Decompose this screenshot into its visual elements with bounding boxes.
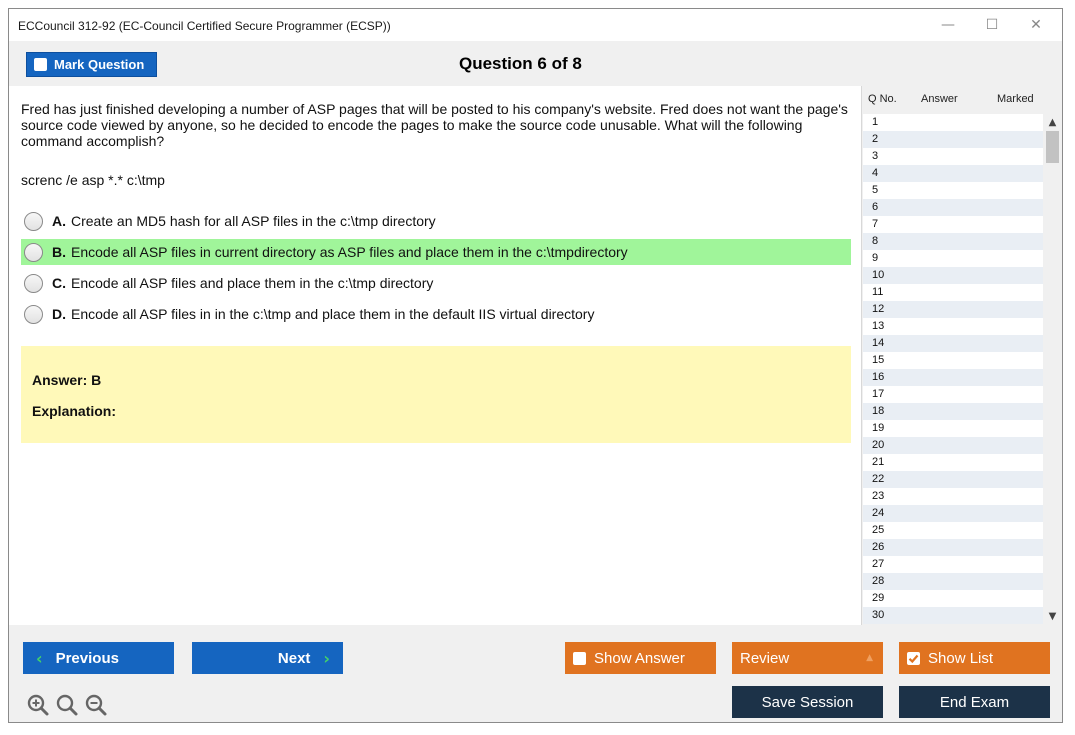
question-list-row[interactable]: 14 xyxy=(863,335,1043,352)
marked-column-header[interactable]: Marked xyxy=(997,93,1034,105)
question-list-row[interactable]: 28 xyxy=(863,573,1043,590)
question-list-row[interactable]: 20 xyxy=(863,437,1043,454)
question-list-row[interactable]: 30 xyxy=(863,607,1043,624)
next-button[interactable] xyxy=(192,642,343,674)
option-b[interactable] xyxy=(21,239,851,265)
question-list xyxy=(861,86,1062,625)
explanation-label: Explanation: xyxy=(32,403,117,419)
question-list-row[interactable]: 15 xyxy=(863,352,1043,369)
minimize-button[interactable]: — xyxy=(941,17,955,33)
question-list-row[interactable]: 22 xyxy=(863,471,1043,488)
answer-column-header[interactable]: Answer xyxy=(921,93,958,105)
scroll-up-icon[interactable]: ▲ xyxy=(1048,117,1057,128)
answer-label: Answer: B xyxy=(32,372,102,388)
option-text: Create an MD5 hash for all ASP files in the c:\tmp directory xyxy=(71,213,436,229)
footer-toolbar xyxy=(9,625,1062,722)
close-button[interactable]: ✕ xyxy=(1030,17,1042,33)
question-text: Fred has just finished developing a number of ASP pages that will be posted to his company's website. Fred does not want the page's source code viewed by anyone, so he decided to encode the pages to make the source code unusable. What will the following command accomplish? xyxy=(21,101,848,149)
question-list-row[interactable]: 5 xyxy=(863,182,1043,199)
question-list-rows xyxy=(863,114,1043,625)
radio-icon[interactable] xyxy=(24,305,43,324)
chevron-right-icon: › xyxy=(323,648,330,668)
question-list-header xyxy=(862,86,1063,114)
question-list-row[interactable]: 27 xyxy=(863,556,1043,573)
scroll-down-icon[interactable]: ▼ xyxy=(1048,611,1057,622)
question-list-row[interactable]: 25 xyxy=(863,522,1043,539)
review-dropdown[interactable] xyxy=(732,642,883,674)
option-letter: C. xyxy=(52,275,66,291)
radio-icon[interactable] xyxy=(24,212,43,231)
question-list-row[interactable]: 4 xyxy=(863,165,1043,182)
question-list-row[interactable]: 18 xyxy=(863,403,1043,420)
zoom-out-icon[interactable] xyxy=(84,693,108,717)
option-d[interactable] xyxy=(21,301,851,327)
title-bar xyxy=(9,9,1062,41)
question-list-row[interactable]: 16 xyxy=(863,369,1043,386)
show-list-label: Show List xyxy=(928,649,994,667)
next-label: Next xyxy=(277,649,311,667)
question-list-row[interactable]: 10 xyxy=(863,267,1043,284)
option-text: Encode all ASP files and place them in the c:\tmp directory xyxy=(71,275,434,291)
question-list-row[interactable]: 9 xyxy=(863,250,1043,267)
show-answer-button[interactable] xyxy=(565,642,716,674)
option-letter: A. xyxy=(52,213,66,229)
question-list-row[interactable]: 21 xyxy=(863,454,1043,471)
question-list-row[interactable]: 3 xyxy=(863,148,1043,165)
option-a[interactable] xyxy=(21,208,851,234)
mark-question-label: Mark Question xyxy=(54,57,145,72)
question-list-row[interactable]: 23 xyxy=(863,488,1043,505)
question-list-row[interactable]: 12 xyxy=(863,301,1043,318)
app-window xyxy=(8,8,1063,723)
option-c[interactable] xyxy=(21,270,851,296)
question-list-scrollbar[interactable] xyxy=(1044,114,1061,625)
question-list-row[interactable]: 13 xyxy=(863,318,1043,335)
answer-box xyxy=(21,346,851,443)
question-command: screnc /e asp *.* c:\tmp xyxy=(21,172,165,188)
qno-column-header[interactable]: Q No. xyxy=(868,93,897,105)
question-header xyxy=(9,41,1062,86)
question-list-row[interactable]: 17 xyxy=(863,386,1043,403)
option-text: Encode all ASP files in in the c:\tmp and place them in the default IIS virtual directory xyxy=(71,306,595,322)
question-list-row[interactable]: 2 xyxy=(863,131,1043,148)
zoom-in-icon[interactable] xyxy=(26,693,50,717)
question-list-row[interactable]: 11 xyxy=(863,284,1043,301)
previous-button[interactable] xyxy=(23,642,174,674)
question-list-row[interactable]: 24 xyxy=(863,505,1043,522)
show-answer-checkbox-icon[interactable] xyxy=(573,652,586,665)
chevron-left-icon: ‹ xyxy=(36,648,43,668)
previous-label: Previous xyxy=(55,649,119,667)
zoom-reset-icon[interactable] xyxy=(55,693,79,717)
end-exam-button[interactable]: End Exam xyxy=(899,686,1050,718)
checked-checkbox-icon[interactable] xyxy=(907,652,920,665)
scroll-thumb[interactable] xyxy=(1046,131,1059,163)
question-list-row[interactable]: 26 xyxy=(863,539,1043,556)
question-list-row[interactable]: 29 xyxy=(863,590,1043,607)
show-answer-label: Show Answer xyxy=(594,649,685,667)
radio-icon[interactable] xyxy=(24,243,43,262)
mark-question-button[interactable] xyxy=(26,52,157,77)
save-session-button[interactable]: Save Session xyxy=(732,686,883,718)
mark-checkbox-icon[interactable] xyxy=(34,58,47,71)
question-panel xyxy=(9,86,861,625)
caret-up-icon: ▲ xyxy=(866,653,873,663)
window-title: ECCouncil 312-92 (EC-Council Certified Secure Programmer (ECSP)) xyxy=(18,19,391,33)
option-letter: B. xyxy=(52,244,66,260)
option-text: Encode all ASP files in current directory as ASP files and place them in the c:\tmpdirectory xyxy=(71,244,628,260)
radio-icon[interactable] xyxy=(24,274,43,293)
question-list-row[interactable]: 7 xyxy=(863,216,1043,233)
maximize-button[interactable]: ☐ xyxy=(985,17,999,33)
question-list-row[interactable]: 1 xyxy=(863,114,1043,131)
question-counter: Question 6 of 8 xyxy=(459,54,582,73)
review-label: Review xyxy=(740,649,790,667)
question-list-row[interactable]: 19 xyxy=(863,420,1043,437)
show-list-button[interactable] xyxy=(899,642,1050,674)
question-list-row[interactable]: 6 xyxy=(863,199,1043,216)
question-list-row[interactable]: 8 xyxy=(863,233,1043,250)
option-letter: D. xyxy=(52,306,66,322)
